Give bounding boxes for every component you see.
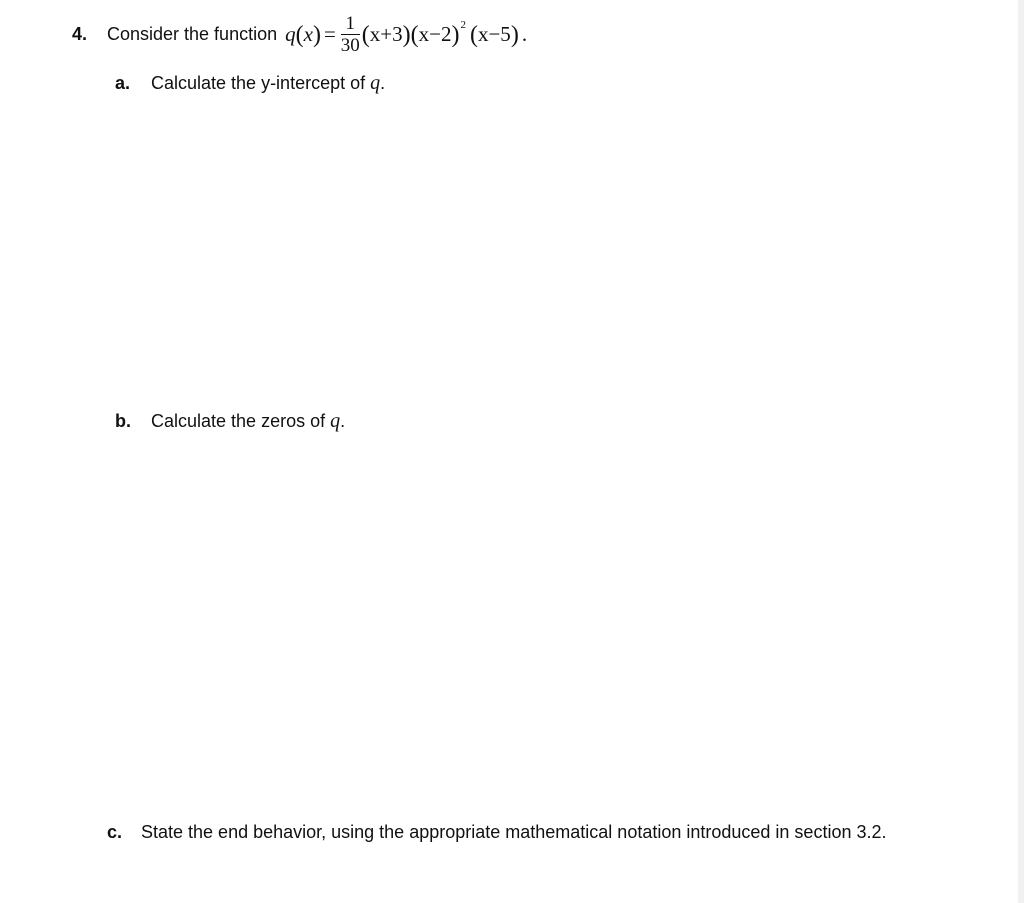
part-c-label: c. bbox=[107, 822, 123, 842]
part-a-label: a. bbox=[115, 73, 131, 93]
page-edge bbox=[1018, 0, 1024, 903]
factor-1: x+3 bbox=[369, 22, 403, 47]
formula-period: . bbox=[521, 22, 528, 47]
equals-sign: = bbox=[323, 22, 336, 47]
part-c-text: State the end behavior, using the appropriate mathematical notation introduced in section 3.2. bbox=[141, 822, 887, 842]
part-c bbox=[107, 822, 887, 843]
function-name: q bbox=[285, 22, 296, 47]
part-a bbox=[115, 72, 385, 95]
part-b bbox=[115, 410, 345, 433]
factor-2: x−2 bbox=[418, 22, 452, 47]
part-b-label: b. bbox=[115, 411, 131, 431]
question-lead-text: Consider the function bbox=[107, 24, 278, 45]
fraction bbox=[341, 14, 360, 56]
fraction-denominator: 30 bbox=[340, 34, 360, 56]
part-b-end: . bbox=[340, 411, 346, 431]
factor-2-exponent: 2 bbox=[460, 18, 466, 31]
question-4 bbox=[72, 14, 527, 56]
question-number: 4. bbox=[72, 24, 88, 45]
part-a-end: . bbox=[380, 73, 386, 93]
part-b-var: q bbox=[330, 410, 341, 432]
part-b-text: Calculate the zeros of bbox=[151, 411, 326, 431]
factor-3: x−5 bbox=[477, 22, 511, 47]
part-a-var: q bbox=[370, 72, 381, 94]
function-variable: x bbox=[303, 22, 313, 47]
function-formula: q ( x ) = $\frac{1}{30}$ ( x+3 ) ( x−2 ) 2 ( x−5 ) . bbox=[285, 13, 528, 56]
fraction-numerator: 1 bbox=[345, 13, 356, 34]
part-a-text: Calculate the y-intercept of bbox=[151, 73, 366, 93]
